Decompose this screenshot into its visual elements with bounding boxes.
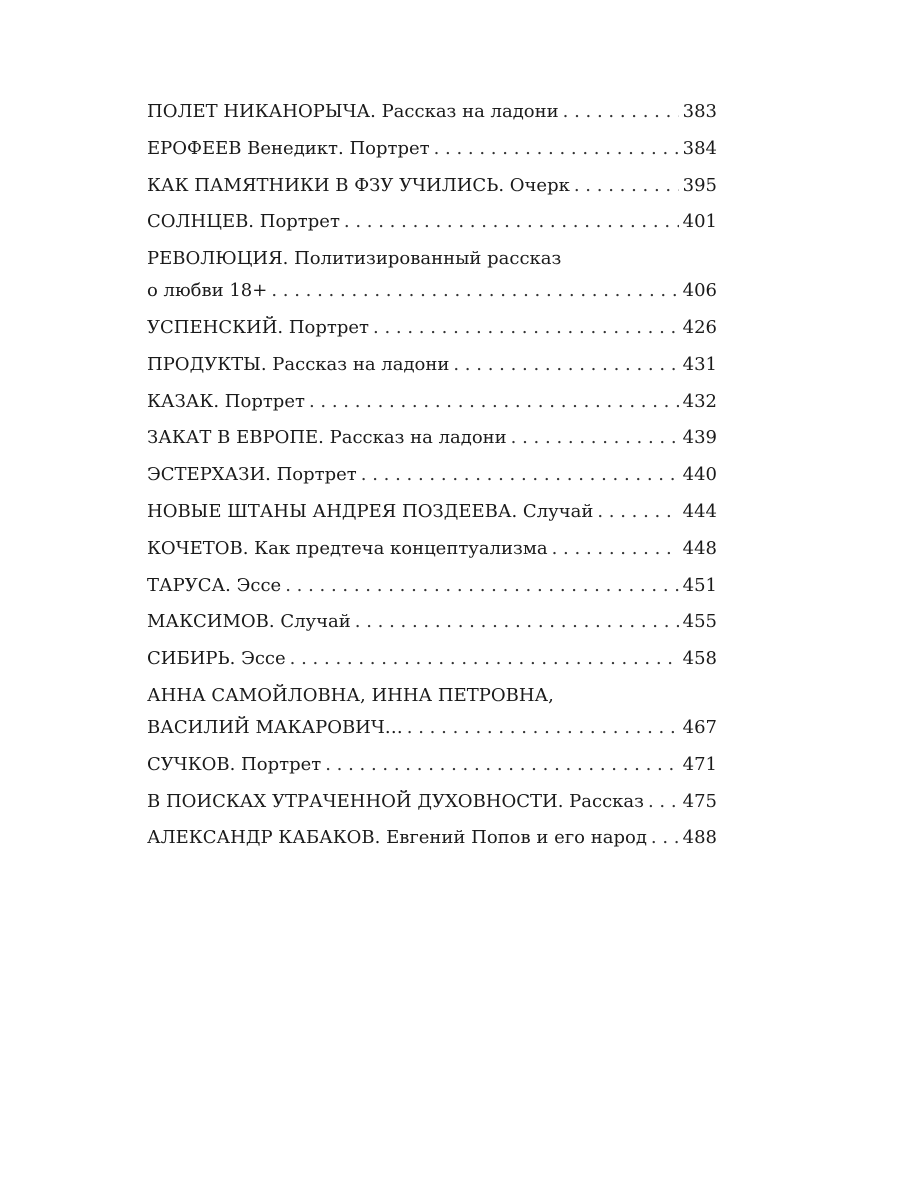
toc-entry — [147, 459, 717, 491]
toc-entry — [147, 312, 717, 344]
table-of-contents — [147, 96, 717, 859]
toc-entry-page: 471 — [682, 753, 717, 775]
toc-entry-title: СИБИРЬ. Эссе — [147, 648, 286, 670]
dot-leader — [361, 459, 679, 491]
toc-entry — [147, 533, 717, 565]
toc-entry-title: НОВЫЕ ШТАНЫ АНДРЕЯ ПОЗДЕЕВА. Случай — [147, 500, 594, 522]
dot-leader — [271, 275, 678, 307]
toc-entry — [147, 243, 717, 307]
toc-entry-title: ТАРУСА. Эссе — [147, 574, 282, 596]
toc-entry-title-line1: АННА САМОЙЛОВНА, ИННА ПЕТРОВНА, — [147, 684, 554, 706]
toc-entry — [147, 386, 717, 418]
toc-entry-title: ЭСТЕРХАЗИ. Портрет — [147, 464, 357, 486]
dot-leader — [453, 349, 678, 381]
dot-leader — [434, 133, 679, 165]
toc-entry — [147, 496, 717, 528]
toc-entry — [147, 133, 717, 165]
toc-entry-title: КАЗАК. Портрет — [147, 390, 305, 412]
toc-entry-title: ПРОДУКТЫ. Рассказ на ладони — [147, 353, 450, 375]
toc-entry — [147, 206, 717, 238]
dot-leader — [373, 312, 679, 344]
toc-entry-title: АЛЕКСАНДР КАБАКОВ. Евгений Попов и его народ — [147, 827, 647, 849]
toc-entry-page: 451 — [682, 574, 717, 596]
toc-entry-title: ВАСИЛИЙ МАКАРОВИЧ… — [147, 716, 403, 738]
toc-entry-page: 439 — [682, 427, 717, 449]
dot-leader — [344, 206, 679, 238]
toc-entry — [147, 422, 717, 454]
dot-leader — [651, 822, 679, 854]
toc-entry-page: 475 — [682, 790, 717, 812]
toc-entry-page: 401 — [682, 211, 717, 233]
dot-leader — [355, 606, 679, 638]
toc-entry-title: о любви 18+ — [147, 280, 268, 302]
toc-entry-page: 426 — [682, 316, 717, 338]
toc-entry — [147, 349, 717, 381]
toc-entry-title-line1: РЕВОЛЮЦИЯ. Политизированный рассказ — [147, 248, 562, 270]
toc-entry-title: ЕРОФЕЕВ Венедикт. Портрет — [147, 137, 430, 159]
toc-entry — [147, 822, 717, 854]
toc-entry — [147, 643, 717, 675]
dot-leader — [285, 570, 678, 602]
dot-leader — [290, 643, 679, 675]
dot-leader — [563, 96, 679, 128]
toc-entry-page: 458 — [682, 648, 717, 670]
toc-entry-page: 440 — [682, 464, 717, 486]
toc-entry-page: 488 — [682, 827, 717, 849]
dot-leader — [325, 749, 678, 781]
toc-entry-title: КАК ПАМЯТНИКИ В ФЗУ УЧИЛИСЬ. Очерк — [147, 174, 570, 196]
toc-entry-page: 383 — [682, 101, 717, 122]
toc-entry-page: 467 — [682, 716, 717, 738]
dot-leader — [511, 422, 679, 454]
toc-entry-page: 406 — [682, 280, 717, 302]
dot-leader — [648, 786, 679, 818]
toc-entry-title: КОЧЕТОВ. Как предтеча концептуализма — [147, 537, 548, 559]
toc-entry — [147, 749, 717, 781]
toc-entry — [147, 786, 717, 818]
toc-entry-page: 448 — [682, 537, 717, 559]
toc-entry — [147, 96, 717, 128]
dot-leader — [407, 712, 679, 744]
toc-entry — [147, 680, 717, 744]
dot-leader — [597, 496, 678, 528]
toc-entry-title: СОЛНЦЕВ. Портрет — [147, 211, 340, 233]
toc-entry-title: ПОЛЕТ НИКАНОРЫЧА. Рассказ на ладони — [147, 101, 559, 122]
toc-entry-title: ЗАКАТ В ЕВРОПЕ. Рассказ на ладони — [147, 427, 507, 449]
toc-entry-page: 455 — [682, 611, 717, 633]
dot-leader — [309, 386, 679, 418]
dot-leader — [574, 170, 679, 202]
toc-entry-page: 444 — [682, 500, 717, 522]
toc-entry — [147, 570, 717, 602]
toc-entry-title: УСПЕНСКИЙ. Портрет — [147, 316, 370, 338]
toc-entry — [147, 170, 717, 202]
toc-entry-title: МАКСИМОВ. Случай — [147, 611, 351, 633]
dot-leader — [552, 533, 679, 565]
toc-entry-page: 384 — [682, 137, 717, 159]
toc-entry-page: 395 — [682, 174, 717, 196]
toc-entry — [147, 606, 717, 638]
toc-entry-page: 431 — [682, 353, 717, 375]
toc-entry-page: 432 — [682, 390, 717, 412]
toc-entry-title: В ПОИСКАХ УТРАЧЕННОЙ ДУХОВНОСТИ. Рассказ — [147, 790, 644, 812]
toc-entry-title: СУЧКОВ. Портрет — [147, 753, 322, 775]
